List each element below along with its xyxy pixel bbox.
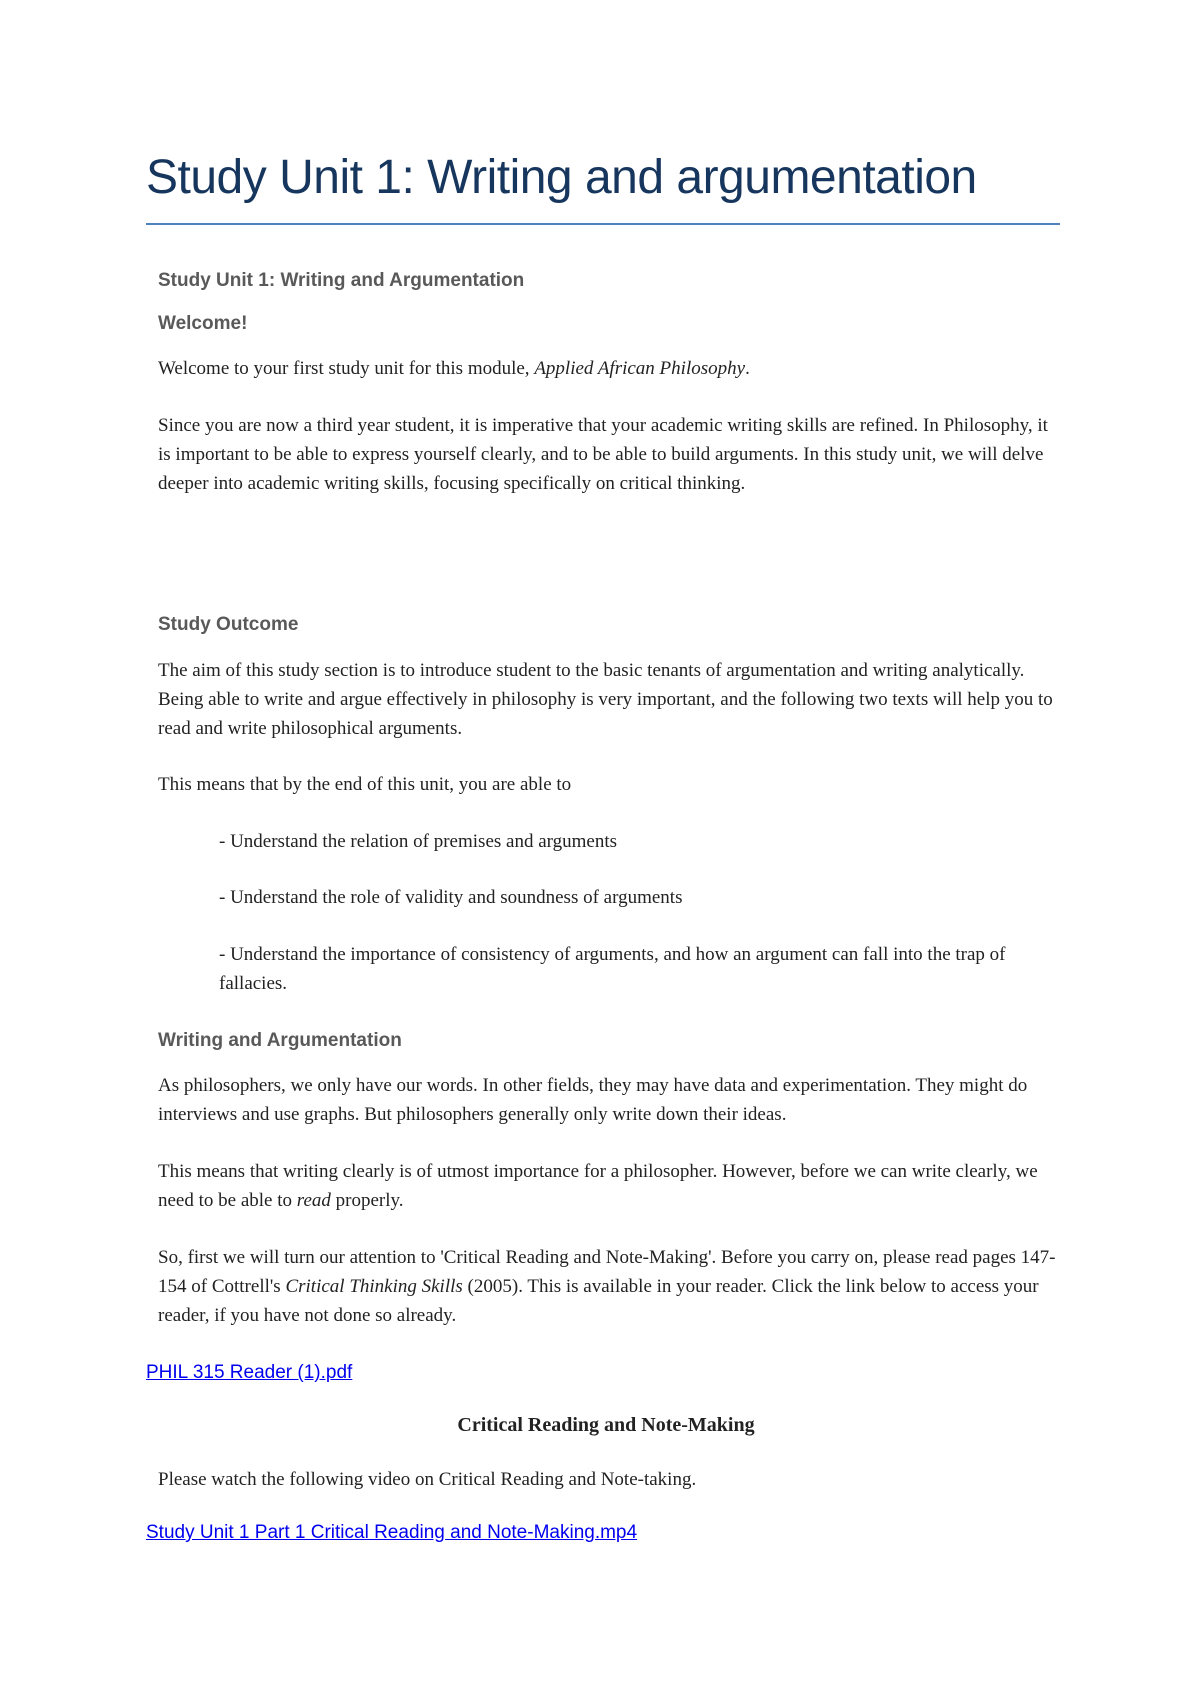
welcome-text-prefix: Welcome to your first study unit for this module, — [158, 358, 535, 379]
module-name: Applied African Philosophy — [534, 358, 746, 379]
welcome-text-suffix: . — [745, 358, 750, 379]
writing-paragraph-3-prefix: So, first we will turn our attention to 'Critical Reading and Note-Making'. Before you carry on, please read pages 147-154 of Cottrell's — [158, 1247, 1056, 1297]
emphasis-read: read — [296, 1190, 331, 1211]
page-title: Study Unit 1: Writing and argumentation — [146, 151, 977, 204]
video-link[interactable]: Study Unit 1 Part 1 Critical Reading and Note-Making.mp4 — [146, 1522, 638, 1543]
book-title: Critical Thinking Skills — [285, 1276, 463, 1297]
outcome-item: - Understand the relation of premises and arguments — [219, 831, 618, 852]
outcome-item: - Understand the importance of consistency of arguments, and how an argument can fall into the trap of fallacies. — [219, 944, 1006, 994]
writing-paragraph-2 — [158, 1157, 1064, 1215]
critical-reading-heading: Critical Reading and Note-Making — [457, 1414, 755, 1436]
outcome-item: - Understand the role of validity and soundness of arguments — [219, 887, 683, 908]
writing-heading: Writing and Argumentation — [158, 1030, 402, 1051]
title-underline — [146, 223, 1060, 225]
video-instruction: Please watch the following video on Critical Reading and Note-taking. — [158, 1469, 697, 1490]
outcome-heading: Study Outcome — [158, 614, 299, 635]
subtitle-heading: Study Unit 1: Writing and Argumentation — [158, 270, 525, 291]
intro-paragraph: Since you are now a third year student, it is imperative that your academic writing skills are refined. In Philosophy, it is important to be able to express yourself clearly, and to be able to build arguments. In this study unit, we will delve deeper into academic writing skills, focusing specifically on critical thinking. — [158, 415, 1048, 494]
outcome-lead: This means that by the end of this unit, you are able to — [158, 774, 572, 795]
writing-paragraph-3-suffix: (2005). This is available in your reader. Click the link below to access your reader, if you have not done so already. — [158, 1276, 1039, 1326]
writing-paragraph-3 — [158, 1243, 1064, 1330]
welcome-heading: Welcome! — [158, 313, 248, 334]
writing-paragraph-2-prefix: This means that writing clearly is of utmost importance for a philosopher. However, before we can write clearly, we need to be able to — [158, 1161, 1038, 1211]
writing-paragraph-1: As philosophers, we only have our words. In other fields, they may have data and experimentation. They might do interviews and use graphs. But philosophers generally only write down their ideas. — [158, 1075, 1028, 1125]
writing-paragraph-2-suffix: properly. — [330, 1190, 404, 1211]
welcome-paragraph — [158, 354, 1064, 383]
outcome-paragraph: The aim of this study section is to introduce student to the basic tenants of argumentation and writing analytically. Being able to write and argue effectively in philosophy is very important, and the following two texts will help you to read and write philosophical arguments. — [158, 660, 1053, 739]
reader-pdf-link[interactable]: PHIL 315 Reader (1).pdf — [146, 1362, 353, 1383]
